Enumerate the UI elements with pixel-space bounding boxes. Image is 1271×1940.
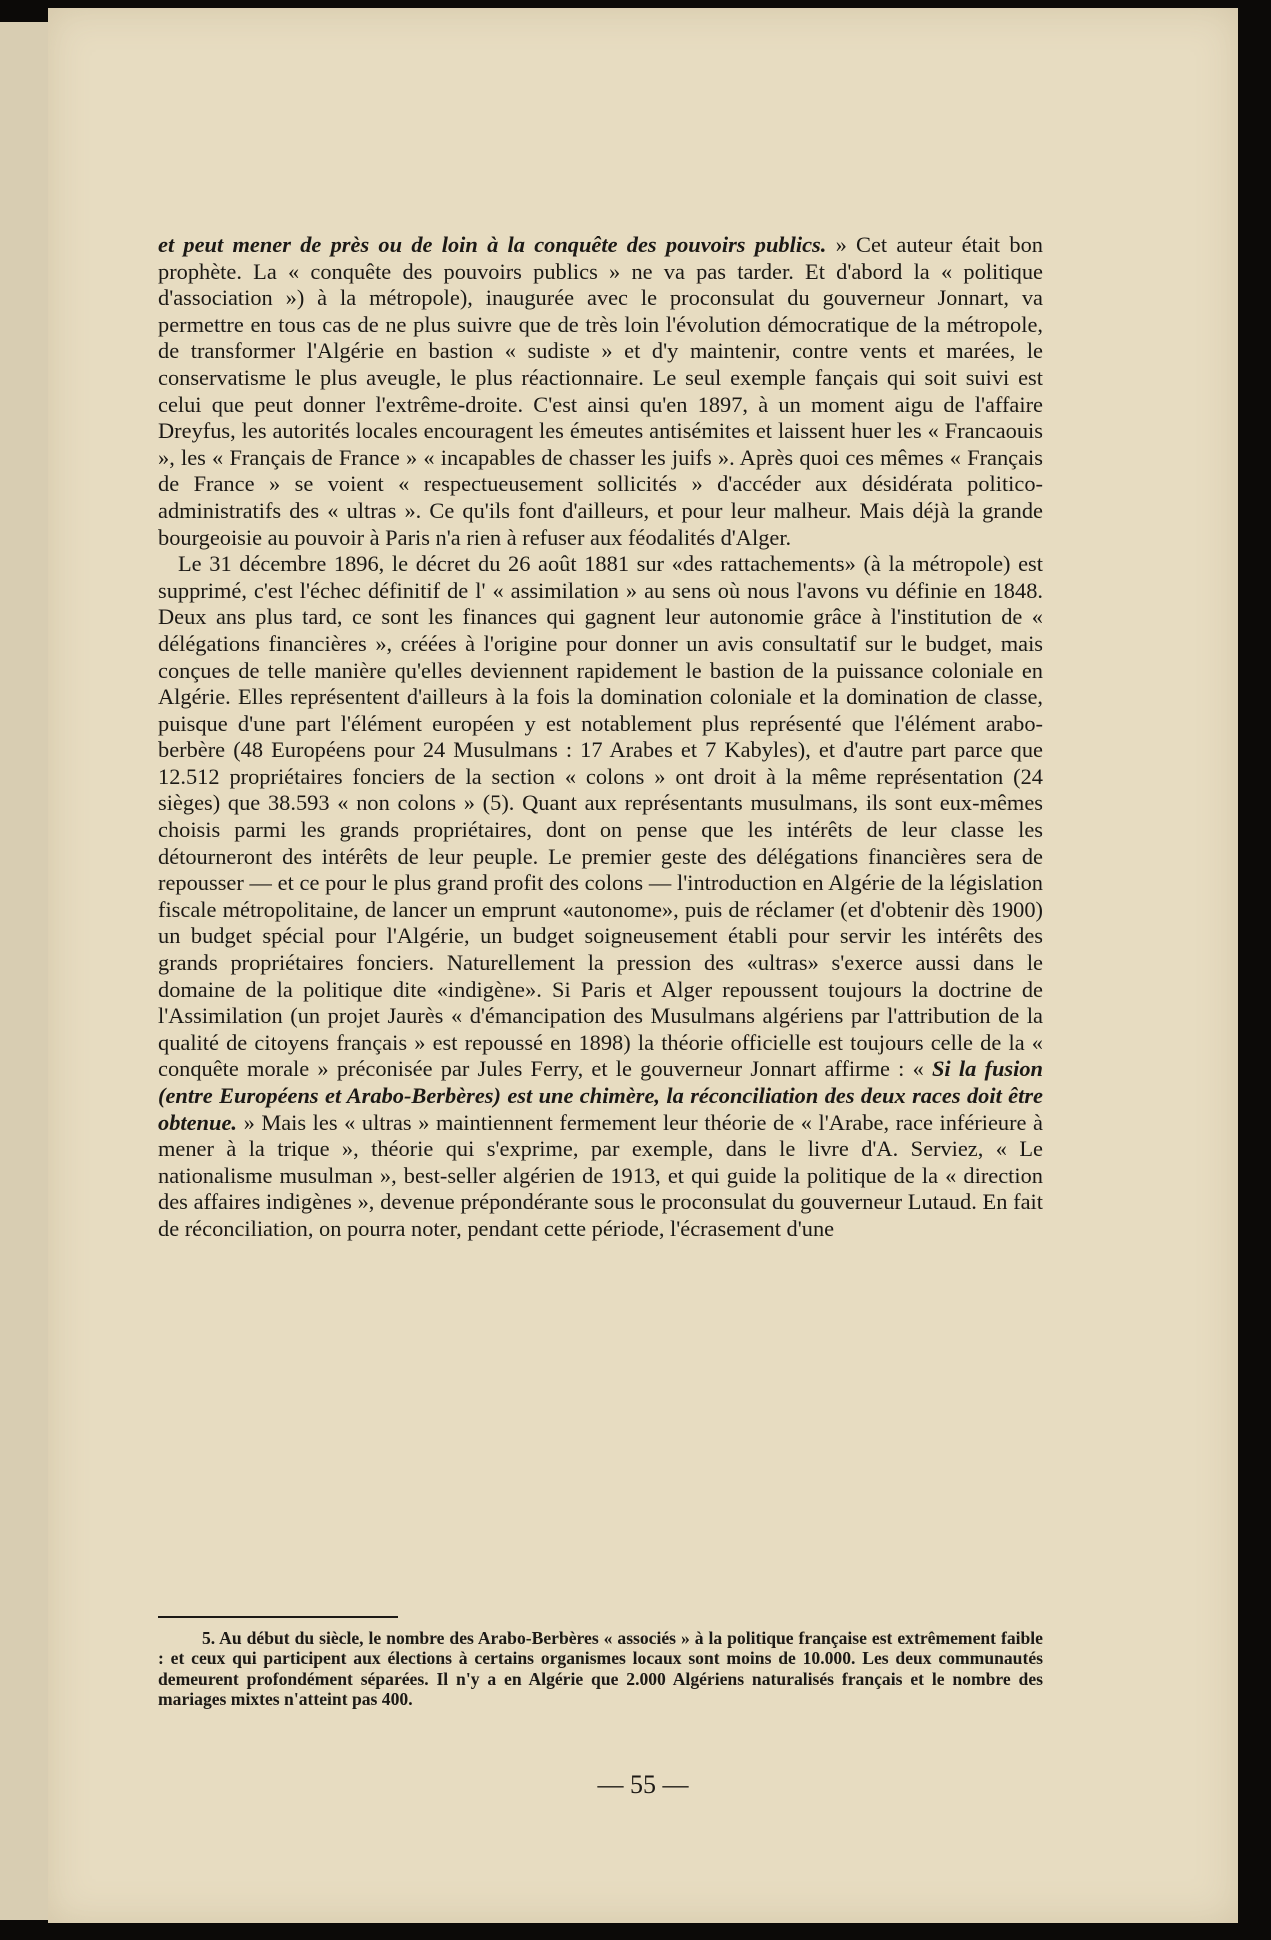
paragraph-1-quote: et peut mener de près ou de loin à la conquête des pouvoirs publics. bbox=[158, 232, 827, 257]
paragraph-1 bbox=[158, 232, 1043, 551]
paragraph-2-text-a: Le 31 décembre 1896, le décret du 26 août 1881 sur «des rattachements» (à la métropole) est supprimé, c'est l'échec définitif de l' « assimilation » au sens où nous l'avons vu définie en 1848. Deux ans plus tard, ce sont les finances qui gagnent leur autonomie grâce à l'institution de « délégations financières », créées à l'origine pour donner un avis consultatif sur le budget, mais conçues de telle manière qu'elles deviennent rapidement le bastion de la puissance coloniale en Algérie. Elles représentent d'ailleurs à la fois la domination coloniale et la domination de classe, puisque d'une part l'élément européen y est notablement plus représenté que l'élément arabo-berbère (48 Européens pour 24 Musulmans : 17 Arabes et 7 Kabyles), et d'autre part parce que 12.512 propriétaires fonciers de la section « colons » ont droit à la même représentation (24 sièges) que 38.593 « non colons » (5). Quant aux représentants musulmans, ils sont eux-mêmes choisis parmi les grands propriétaires, dont on pense que les intérêts de leur classe les détourneront des intérêts de leur peuple. Le premier geste des délégations financières sera de repousser — et ce pour le plus grand profit des colons — l'introduction en Algérie de la législation fiscale métropolitaine, de lancer un emprunt «autonome», puis de réclamer (et d'obtenir dès 1900) un budget spécial pour l'Algérie, un budget soigneusement établi pour servir les intérêts des grands propriétaires fonciers. Naturellement la pression des «ultras» s'exerce aussi dans le domaine de la politique dite «indigène». Si Paris et Alger repoussent toujours la doctrine de l'Assimilation (un projet Jaurès « d'émancipation des Musulmans algériens par l'attribution de la qualité de citoyens français » est repoussé en 1898) la théorie officielle est toujours celle de la « conquête morale » préconisée par Jules Ferry, et le gouverneur Jonnart affirme : « bbox=[158, 551, 1043, 1082]
footnote-divider bbox=[158, 1616, 398, 1618]
adjacent-page-edge bbox=[0, 22, 50, 1920]
body-text bbox=[158, 232, 1043, 1243]
paragraph-2-text-b: » Mais les « ultras » maintiennent fermement leur théorie de « l'Arabe, race inférieure à mener à la trique », théorie qui s'exprime, par exemple, dans le livre d'A. Serviez, « Le nationalisme musulman », best-seller algérien de 1913, et qui guide la politique de la « direction des affaires indigènes », devenue prépondérante sous le proconsulat du gouverneur Lutaud. En fait de réconciliation, on pourra noter, pendant cette période, l'écrasement d'une bbox=[158, 1109, 1043, 1241]
book-page bbox=[48, 8, 1238, 1923]
paragraph-2 bbox=[158, 551, 1043, 1242]
paragraph-2-quote: Si la fusion (entre Européens et Arabo-Berbères) est une chimère, la réconciliation des deux races doit être obtenue. bbox=[158, 1056, 1043, 1135]
paragraph-1-text: » Cet auteur était bon prophète. La « conquête des pouvoirs publics » ne va pas tarder. Et d'abord la « politique d'association ») à la métropole), inaugurée avec le proconsulat du gouverneur Jonnart, va permettre en tous cas de ne plus suivre que de très loin l'évolution démocratique de la métropole, de transformer l'Algérie en bastion « sudiste » et d'y maintenir, contre vents et marées, le conservatisme le plus aveugle, le plus réactionnaire. Le seul exemple fançais qui soit suivi est celui que peut donner l'extrême-droite. C'est ainsi qu'en 1897, à un moment aigu de l'affaire Dreyfus, les autorités locales encouragent les émeutes antisémites et laissent huer les « Francaouis », les « Français de France » « incapables de chasser les juifs ». Après quoi ces mêmes « Français de France » se voient « respectueusement sollicités » d'accéder aux désidérata politico-administratifs des « ultras ». Ce qu'ils font d'ailleurs, et pour leur malheur. Mais déjà la grande bourgeoisie au pouvoir à Paris n'a rien à refuser aux féodalités d'Alger. bbox=[158, 232, 1043, 550]
page-number: — 55 — bbox=[597, 1770, 689, 1799]
footnote: 5. Au début du siècle, le nombre des Arabo-Berbères « associés » à la politique française est extrêmement faible : et ceux qui participent aux élections à certains organismes locaux sont moins de 10.000. Les deux communautés demeurent profondément séparées. Il n'y a en Algérie que 2.000 Algériens naturalisés français et le nombre des mariages mixtes n'atteint pas 400. bbox=[158, 1628, 1043, 1709]
